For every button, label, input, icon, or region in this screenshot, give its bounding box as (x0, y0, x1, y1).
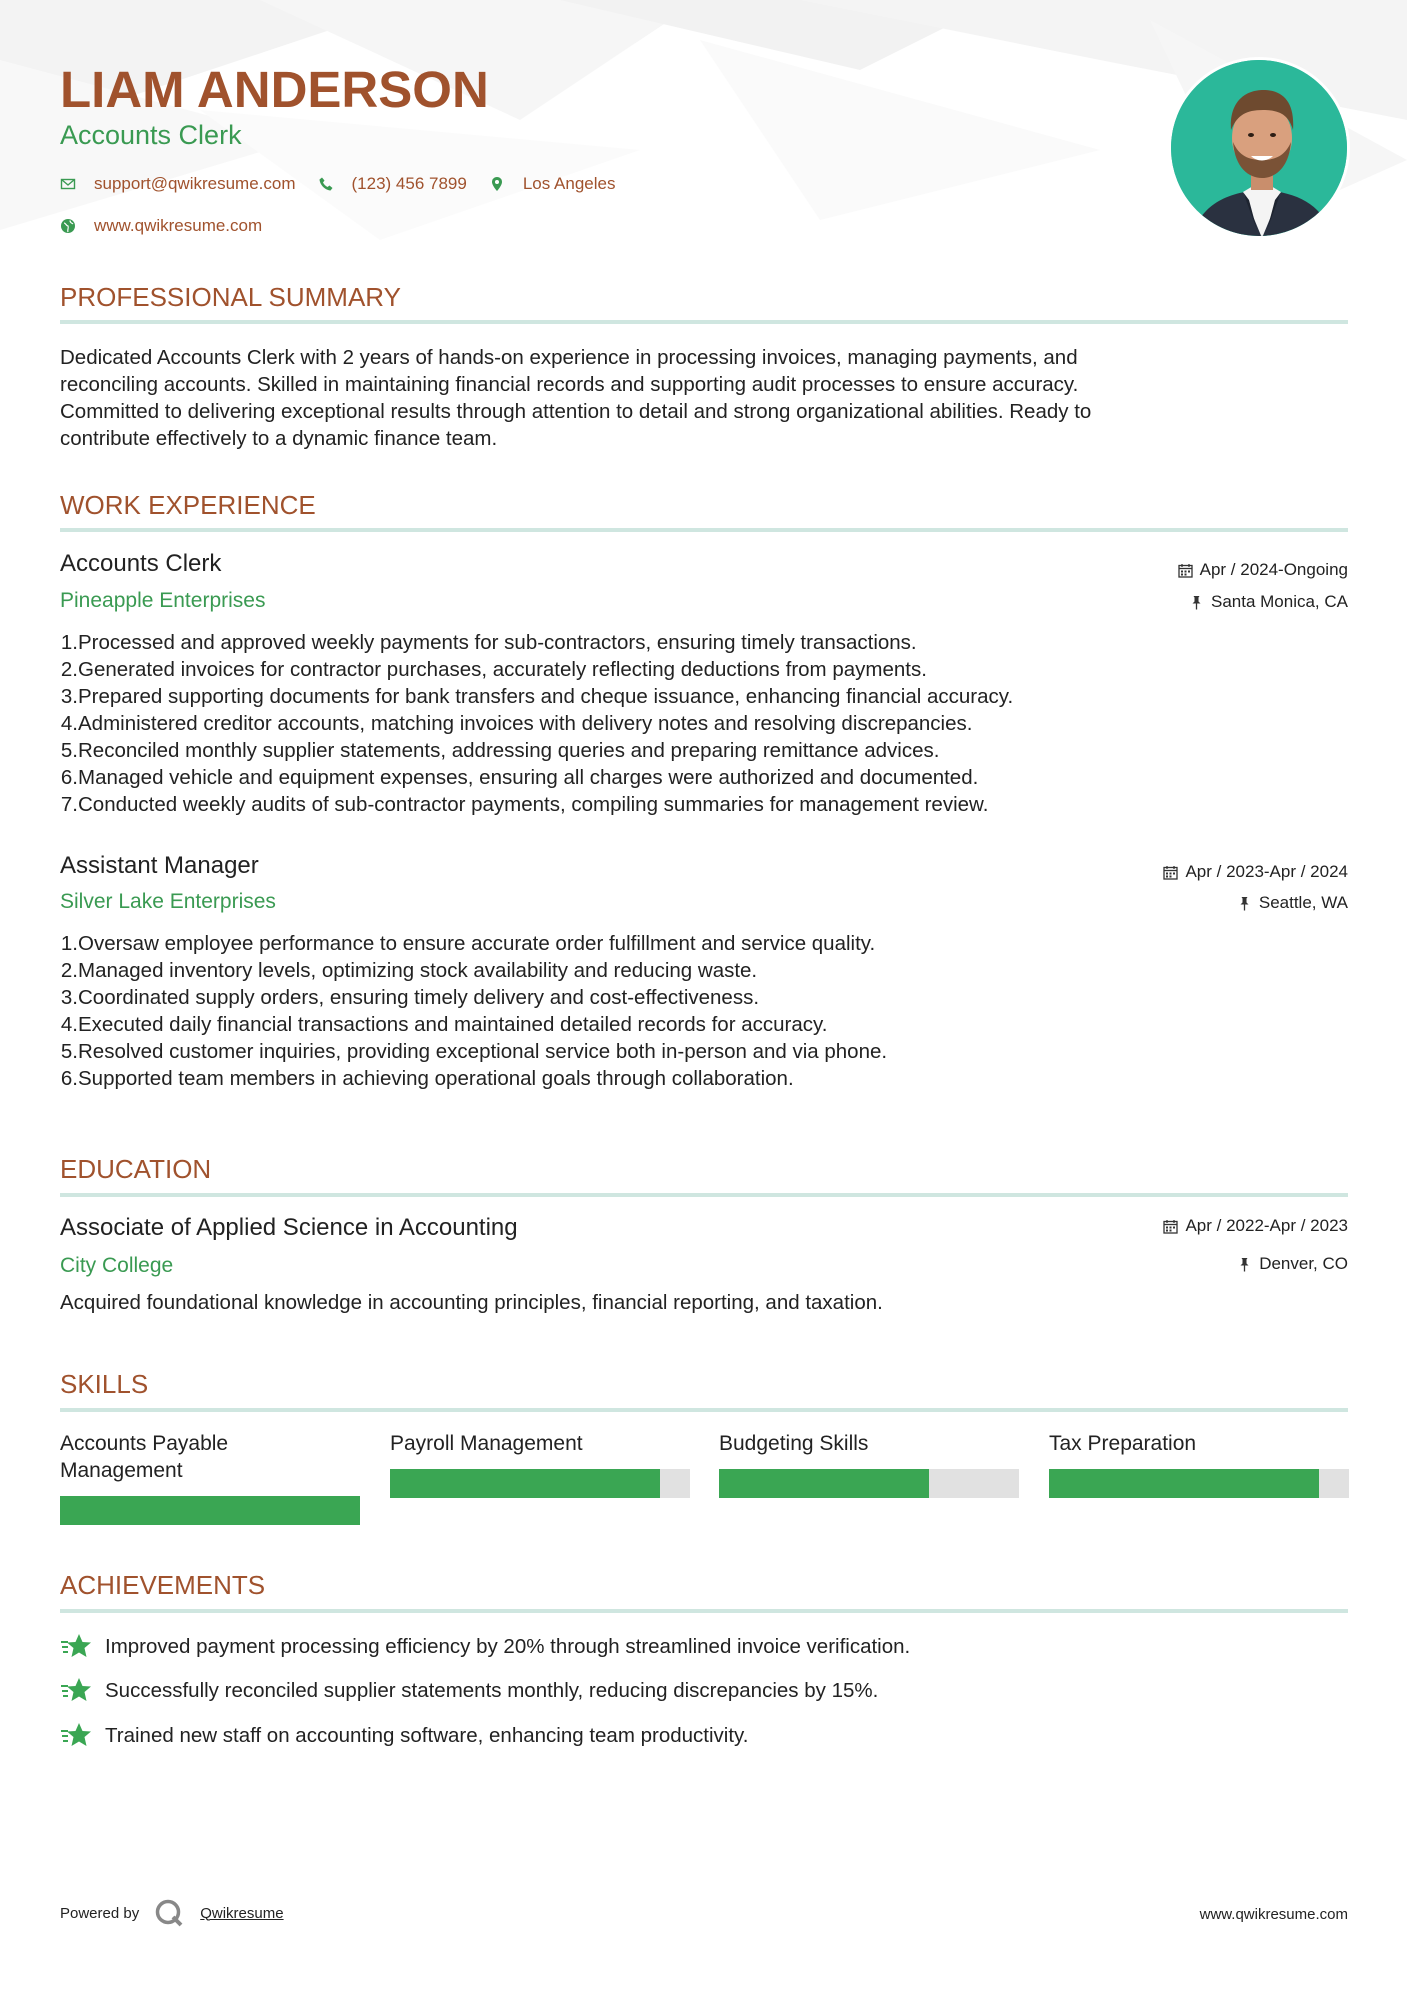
contact-email[interactable] (60, 173, 296, 195)
education-description: Acquired foundational knowledge in accounting principles, financial reporting, and taxation. (60, 1291, 883, 1314)
list-item (60, 957, 1348, 984)
calendar-icon (1163, 1219, 1178, 1234)
calendar-icon (1163, 865, 1178, 880)
achievement-item (60, 1721, 748, 1749)
education-dates (1163, 1215, 1348, 1237)
qwikresume-logo-icon (154, 1898, 184, 1928)
job-location-text: Santa Monica, CA (1210, 592, 1348, 611)
list-number: 7. (60, 793, 78, 816)
job-dates-text: Apr / 2023-Apr / 2024 (1185, 862, 1348, 881)
summary-heading: PROFESSIONAL SUMMARY (60, 282, 401, 312)
powered-by-label: Powered by (60, 1904, 140, 1922)
map-pin-icon (489, 176, 505, 192)
list-number: 5. (60, 1040, 78, 1063)
calendar-icon (1178, 563, 1193, 578)
skill-level-fill (719, 1469, 929, 1498)
phone-icon (318, 176, 334, 192)
contact-phone[interactable] (318, 173, 467, 195)
skill-name-line: Budgeting Skills (719, 1432, 869, 1455)
list-item-text: Conducted weekly audits of sub-contractor payments, compiling summaries for management review. (78, 793, 989, 816)
summary-text (60, 344, 1348, 452)
candidate-role: Accounts Clerk (60, 120, 242, 150)
achievements-divider (60, 1609, 1348, 1613)
achievement-text: Improved payment processing efficiency by 20% through streamlined invoice verification. (105, 1634, 911, 1658)
list-item (60, 930, 1348, 957)
skill-name (1049, 1430, 1349, 1457)
education-divider (60, 1193, 1348, 1197)
list-item (60, 656, 1348, 683)
summary-divider (60, 320, 1348, 324)
education-school: City College (60, 1254, 174, 1277)
skills-divider (60, 1408, 1348, 1412)
list-number: 6. (60, 1067, 78, 1090)
achievements-heading: ACHIEVEMENTS (60, 1570, 266, 1600)
list-number: 6. (60, 766, 78, 789)
list-item-text: Generated invoices for contractor purchases, accurately reflecting deductions from payments. (78, 658, 927, 681)
website-text: www.qwikresume.com (94, 216, 263, 235)
skill-name-line: Management (60, 1459, 183, 1482)
summary-line: contribute effectively to a dynamic finance team. (60, 427, 498, 450)
list-item (60, 764, 1348, 791)
list-item (60, 629, 1348, 656)
pushpin-icon (1189, 595, 1204, 610)
list-number: 5. (60, 739, 78, 762)
list-number: 1. (60, 932, 78, 955)
pushpin-icon (1237, 896, 1252, 911)
skill-name-line: Tax Preparation (1049, 1432, 1197, 1455)
skill-name-line: Payroll Management (390, 1432, 583, 1455)
star-icon (60, 1721, 92, 1749)
education-degree: Associate of Applied Science in Accounting (60, 1214, 518, 1241)
summary-line: reconciling accounts. Skilled in maintaining financial records and supporting audit processes to ensure accuracy. (60, 373, 1079, 396)
list-item-text: Supported team members in achieving operational goals through collaboration. (78, 1067, 794, 1090)
list-item-text: Administered creditor accounts, matching invoices with delivery notes and resolving discrepancies. (78, 712, 973, 735)
achievement-item (60, 1632, 910, 1660)
skill-name (390, 1430, 690, 1457)
job-dates (1178, 559, 1348, 581)
candidate-name: LIAM ANDERSON (60, 61, 489, 118)
list-number: 4. (60, 712, 78, 735)
list-item (60, 1065, 1348, 1092)
skill-item (60, 1430, 360, 1484)
profile-photo (1168, 57, 1350, 239)
phone-text: (123) 456 7899 (351, 174, 467, 193)
contact-location (489, 173, 616, 195)
job-dates (1163, 861, 1348, 883)
job-title: Assistant Manager (60, 852, 259, 879)
skill-level-bar (1049, 1469, 1349, 1498)
skill-level-fill (1049, 1469, 1319, 1498)
summary-line: Dedicated Accounts Clerk with 2 years of hands-on experience in processing invoices, managing payments, and (60, 346, 1078, 369)
job-company: Silver Lake Enterprises (60, 890, 276, 913)
list-item-text: Reconciled monthly supplier statements, addressing queries and preparing remittance advices. (78, 739, 940, 762)
job-title: Accounts Clerk (60, 550, 222, 577)
pushpin-icon (1237, 1257, 1252, 1272)
globe-icon (60, 218, 76, 234)
list-item-text: Coordinated supply orders, ensuring timely delivery and cost-effectiveness. (78, 986, 760, 1009)
skill-level-fill (60, 1496, 360, 1525)
profile-photo-illustration (1171, 60, 1350, 239)
list-number: 2. (60, 959, 78, 982)
list-item (60, 1011, 1348, 1038)
education-location (1237, 1253, 1348, 1275)
skill-name (719, 1430, 1019, 1457)
job-dates-text: Apr / 2024-Ongoing (1199, 560, 1348, 579)
qwikresume-link[interactable]: Qwikresume (200, 1904, 284, 1922)
list-item (60, 710, 1348, 737)
footer-powered-by (60, 1898, 284, 1928)
job-responsibilities-list (60, 930, 1348, 1092)
summary-line: Committed to delivering exceptional results through attention to detail and strong organizational abilities. Ready to (60, 400, 1092, 423)
achievement-text: Successfully reconciled supplier statements monthly, reducing discrepancies by 15%. (105, 1678, 879, 1702)
footer-website[interactable]: www.qwikresume.com (1199, 1906, 1348, 1923)
location-text: Los Angeles (522, 174, 616, 193)
education-heading: EDUCATION (60, 1154, 212, 1184)
experience-heading: WORK EXPERIENCE (60, 490, 316, 520)
skill-item (390, 1430, 690, 1457)
list-item-text: Resolved customer inquiries, providing exceptional service both in-person and via phone. (78, 1040, 888, 1063)
achievement-text: Trained new staff on accounting software, enhancing team productivity. (105, 1723, 749, 1747)
job-location-text: Seattle, WA (1258, 893, 1348, 912)
education-location-text: Denver, CO (1259, 1254, 1348, 1273)
contact-row-primary (60, 173, 637, 195)
list-item-text: Executed daily financial transactions and maintained detailed records for accuracy. (78, 1013, 828, 1036)
skill-level-bar (719, 1469, 1019, 1498)
list-number: 4. (60, 1013, 78, 1036)
star-icon (60, 1632, 92, 1660)
star-icon (60, 1676, 92, 1704)
skill-level-bar (60, 1496, 360, 1525)
list-item (60, 984, 1348, 1011)
envelope-icon (60, 176, 76, 192)
skill-level-bar (390, 1469, 690, 1498)
list-number: 3. (60, 685, 78, 708)
list-item (60, 737, 1348, 764)
list-number: 3. (60, 986, 78, 1009)
list-item-text: Processed and approved weekly payments for sub-contractors, ensuring timely transactions. (78, 631, 917, 654)
experience-divider (60, 528, 1348, 532)
list-item-text: Managed vehicle and equipment expenses, ensuring all charges were authorized and documented. (78, 766, 979, 789)
list-item (60, 683, 1348, 710)
achievement-item (60, 1676, 878, 1704)
contact-row-secondary (60, 215, 284, 237)
list-number: 2. (60, 658, 78, 681)
list-item (60, 1038, 1348, 1065)
skill-name-line: Accounts Payable (60, 1432, 229, 1455)
education-dates-text: Apr / 2022-Apr / 2023 (1185, 1216, 1348, 1235)
skill-item (719, 1430, 1019, 1457)
list-item (60, 791, 1348, 818)
skill-name (60, 1430, 360, 1484)
job-company: Pineapple Enterprises (60, 589, 266, 612)
job-responsibilities-list (60, 629, 1348, 818)
skill-level-fill (390, 1469, 660, 1498)
email-text: support@qwikresume.com (94, 174, 296, 193)
list-item-text: Oversaw employee performance to ensure accurate order fulfillment and service quality. (78, 932, 876, 955)
skills-heading: SKILLS (60, 1369, 149, 1399)
contact-website[interactable] (60, 215, 262, 237)
list-number: 1. (60, 631, 78, 654)
list-item-text: Prepared supporting documents for bank transfers and cheque issuance, enhancing financial accuracy. (78, 685, 1014, 708)
list-item-text: Managed inventory levels, optimizing stock availability and reducing waste. (78, 959, 758, 982)
skill-item (1049, 1430, 1349, 1457)
job-location (1189, 591, 1348, 613)
job-location (1237, 892, 1348, 914)
